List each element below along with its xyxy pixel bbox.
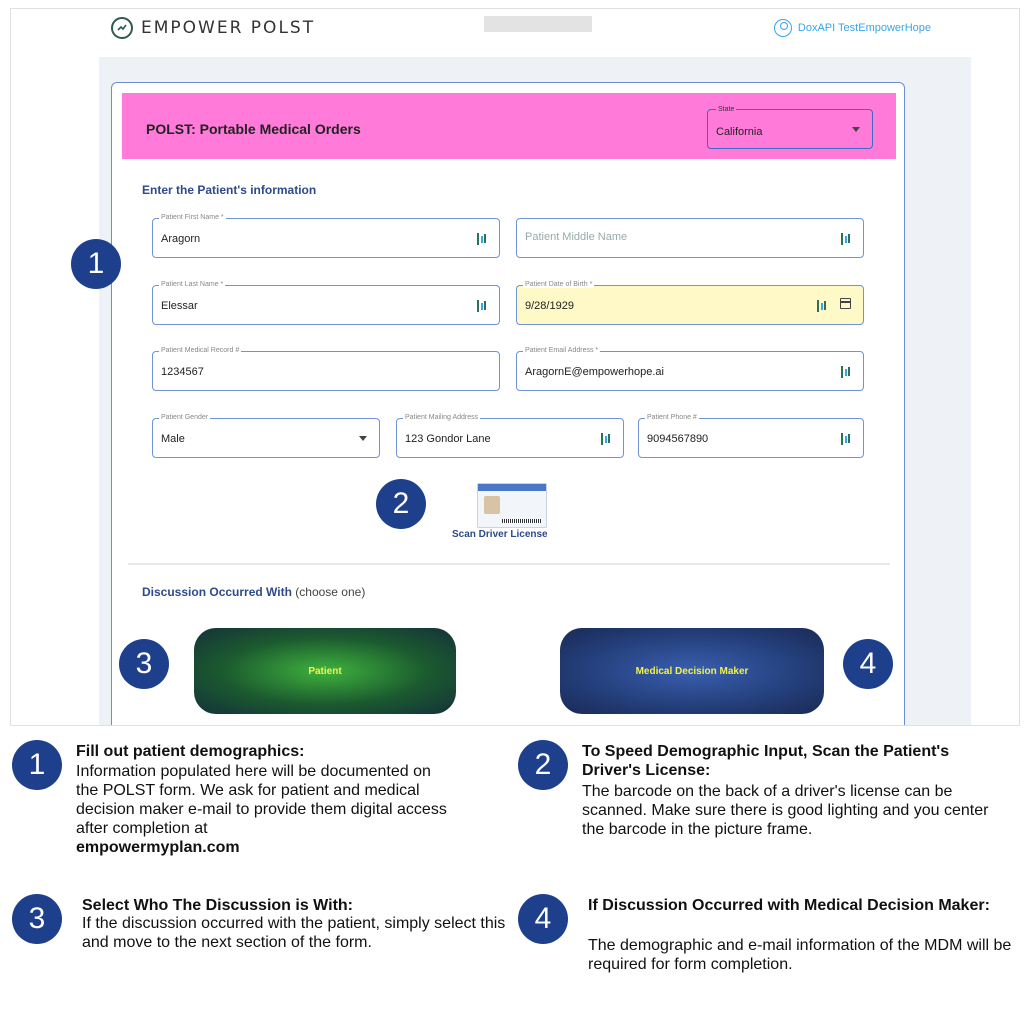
legend-title: If Discussion Occurred with Medical Decision Maker: bbox=[588, 897, 990, 914]
legend-item-2 bbox=[518, 740, 1018, 880]
callout-3: 3 bbox=[119, 639, 169, 689]
section-title: Enter the Patient's information bbox=[142, 183, 317, 197]
legend-body: If the discussion occurred with the patient, simply select this and move to the next section of the form. bbox=[82, 915, 506, 951]
dob-field[interactable] bbox=[516, 281, 864, 325]
scan-icon[interactable] bbox=[841, 233, 851, 245]
scan-icon[interactable] bbox=[841, 366, 851, 378]
discussion-title-text: Discussion Occurred With bbox=[142, 585, 292, 599]
email-field[interactable] bbox=[516, 347, 864, 391]
legend-title: To Speed Demographic Input, Scan the Patient's Driver's License: bbox=[582, 743, 950, 779]
legend-number: 3 bbox=[12, 894, 62, 944]
discussion-title bbox=[142, 585, 365, 599]
callout-1: 1 bbox=[71, 239, 121, 289]
medical-record-field[interactable] bbox=[152, 347, 500, 391]
form-card bbox=[111, 82, 905, 726]
user-menu[interactable] bbox=[774, 19, 931, 37]
state-label: State bbox=[718, 106, 735, 113]
scan-icon[interactable] bbox=[841, 433, 851, 445]
patient-button[interactable]: Patient bbox=[194, 628, 456, 714]
scan-license-link[interactable]: Scan Driver License bbox=[452, 529, 548, 540]
state-value: California bbox=[716, 126, 763, 138]
legend-item-4 bbox=[518, 894, 1018, 1004]
legend-title: Select Who The Discussion is With: bbox=[82, 897, 353, 914]
legend-item-3 bbox=[12, 894, 512, 1004]
scan-icon[interactable] bbox=[477, 300, 487, 312]
calendar-icon[interactable] bbox=[840, 298, 851, 309]
form-title: POLST: Portable Medical Orders bbox=[146, 121, 361, 137]
scan-icon[interactable] bbox=[601, 433, 611, 445]
legend-title: Fill out patient demographics: bbox=[76, 743, 305, 760]
choose-hint: (choose one) bbox=[295, 585, 366, 599]
field-value: Elessar bbox=[161, 300, 198, 312]
legend-body bbox=[76, 762, 456, 857]
field-value: AragornE@empowerhope.ai bbox=[525, 366, 664, 378]
divider bbox=[128, 563, 890, 565]
driver-license-icon[interactable] bbox=[477, 483, 547, 528]
user-name: DoxAPI TestEmpowerHope bbox=[797, 22, 931, 34]
field-value: Male bbox=[161, 433, 185, 445]
first-name-field[interactable] bbox=[152, 214, 500, 258]
field-value: Aragorn bbox=[161, 233, 201, 245]
logo-text: EMPOWER POLST bbox=[141, 18, 316, 38]
logo-icon bbox=[111, 17, 133, 39]
field-label: Patient Mailing Address bbox=[405, 414, 479, 421]
legend-number: 2 bbox=[518, 740, 568, 790]
callout-2: 2 bbox=[376, 479, 426, 529]
field-placeholder: Patient Middle Name bbox=[525, 231, 628, 243]
field-label: Patient Email Address * bbox=[525, 347, 599, 354]
plan-link[interactable]: empowermyplan.com bbox=[76, 839, 240, 856]
redacted-block bbox=[484, 16, 592, 32]
phone-field[interactable] bbox=[638, 414, 864, 458]
chevron-down-icon bbox=[359, 436, 367, 441]
field-label: Patient Phone # bbox=[647, 414, 697, 421]
last-name-field[interactable] bbox=[152, 281, 500, 325]
legend-body-text: Information populated here will be documented on the POLST form. We ask for patient and medical decision maker e-mail to provide them digital access after completion at bbox=[76, 763, 447, 837]
form-header bbox=[122, 93, 896, 159]
scan-icon[interactable] bbox=[817, 300, 827, 312]
legend-item-1 bbox=[12, 740, 512, 880]
app-screenshot bbox=[10, 8, 1020, 726]
legend-body: The barcode on the back of a driver's license can be scanned. Make sure there is good lighting and you center the barcode in the picture frame. bbox=[582, 783, 989, 838]
field-value: 9094567890 bbox=[647, 433, 709, 445]
field-value: 1234567 bbox=[161, 366, 204, 378]
mailing-address-field[interactable] bbox=[396, 414, 624, 458]
state-select[interactable] bbox=[707, 106, 873, 149]
field-value: 123 Gondor Lane bbox=[405, 433, 491, 445]
field-label: Patient Last Name * bbox=[161, 281, 224, 288]
callout-4: 4 bbox=[843, 639, 893, 689]
chevron-down-icon bbox=[852, 127, 860, 132]
field-label: Patient Medical Record # bbox=[161, 347, 240, 354]
gender-select[interactable] bbox=[152, 414, 380, 458]
legend-number: 4 bbox=[518, 894, 568, 944]
user-icon bbox=[774, 19, 792, 37]
legend-body: The demographic and e-mail information of the MDM will be required for form completion. bbox=[588, 937, 1012, 973]
field-value: 9/28/1929 bbox=[525, 300, 574, 312]
logo[interactable] bbox=[111, 17, 315, 39]
field-label: Patient First Name * bbox=[161, 214, 224, 221]
field-label: Patient Gender bbox=[161, 414, 209, 421]
top-bar bbox=[11, 9, 1019, 49]
legend-number: 1 bbox=[12, 740, 62, 790]
scan-icon[interactable] bbox=[477, 233, 487, 245]
field-label: Patient Date of Birth * bbox=[525, 281, 593, 288]
middle-name-field[interactable] bbox=[516, 218, 864, 258]
medical-decision-maker-button[interactable]: Medical Decision Maker bbox=[560, 628, 824, 714]
